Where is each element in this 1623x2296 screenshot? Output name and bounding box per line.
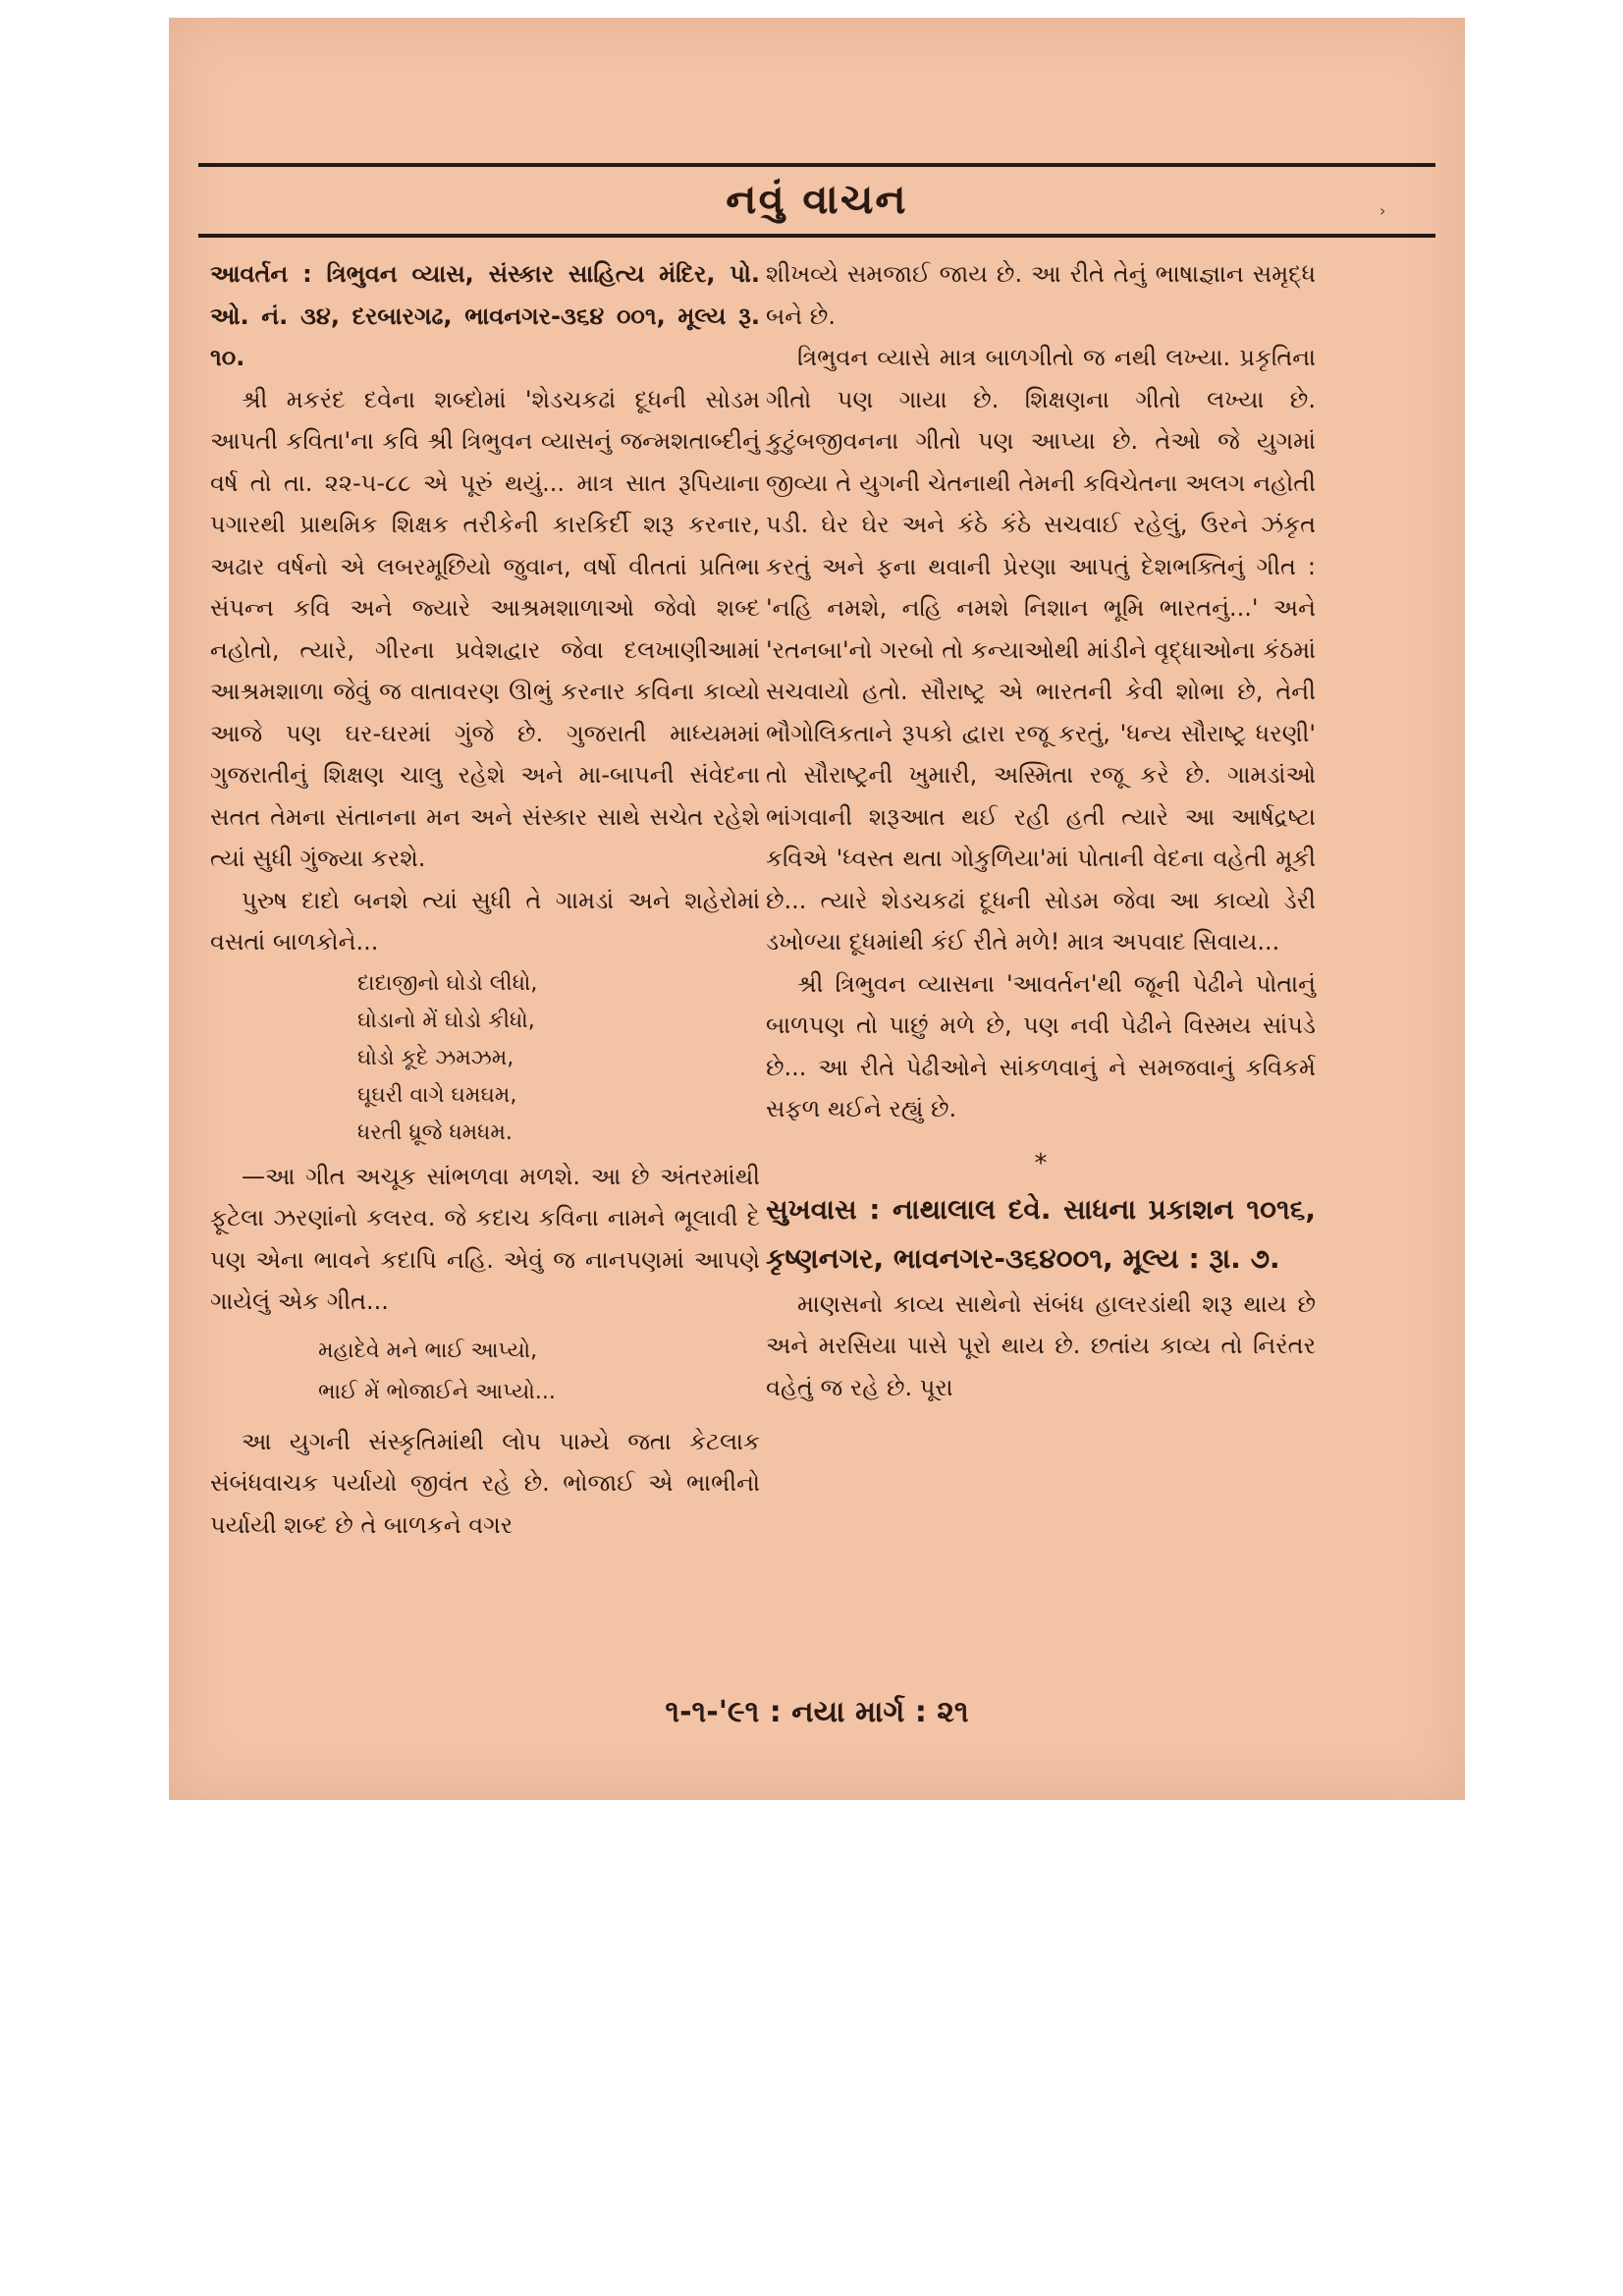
paragraph: પુરુષ દાદો બનશે ત્યાં સુધી તે ગામડાં અને શહેરોમાં વસતાં બાળકોને... (210, 886, 760, 956)
right-column (766, 253, 1316, 1408)
poem-mahadeve (210, 1331, 760, 1413)
poem-line: ઘોડો કૂદે ઝમઝમ, (357, 1045, 514, 1070)
poem-line: મહાદેવે મને ભાઈ આપ્યો, (318, 1338, 538, 1363)
paragraph: ત્રિભુવન વ્યાસે માત્ર બાળગીતો જ નથી લખ્યા. પ્રકૃતિના ગીતો પણ ગાયા છે. શિક્ષણના ગીતો લખ્યા છે. કુટુંબજીવનના ગીતો પણ આપ્યા છે. તેઓ જે યુગમાં જીવ્યા તે યુગની ચેતનાથી તેમની કવિચેતના અલગ નહોતી પડી. ઘેર ઘેર અને કંઠે કંઠે સચવાઈ રહેલું, ઉરને ઝંકૃત કરતું અને ફના થવાની પ્રેરણા આપતું દેશભક્તિનું ગીત : 'નહિ નમશે, નહિ નમશે નિશાન ભૂમિ ભારતનું...' અને 'રતનબા'નો ગરબો તો કન્યાઓથી માંડીને વૃદ્ધાઓના કંઠમાં સચવાયો હતો. સૌરાષ્ટ્ર એ ભારતની કેવી શોભા છે, તેની ભૌગોલિકતાને રૂપકો દ્વારા રજૂ કરતું, 'ધન્ય સૌરાષ્ટ્ર ધરણી' તો સૌરાષ્ટ્રની ખુમારી, અસ્મિતા રજૂ કરે છે. ગામડાંઓ ભાંગવાની શરૂઆત થઈ રહી હતી ત્યારે આ આર્ષદ્રષ્ટા કવિએ 'ધ્વસ્ત થતા ગોકુળિયા'માં પોતાની વેદના વહેતી મૂકી છે... ત્યારે શેડચકઢાં દૂધની સોડમ જેવા આ કાવ્યો ડેરી ડખોળ્યા દૂધમાંથી કંઈ રીતે મળે! માત્ર અપવાદ સિવાય... (766, 344, 1316, 956)
poem-line: ભાઈ મેં ભોજાઈને આપ્યો... (318, 1379, 556, 1404)
paragraph: શ્રી મકરંદ દવેના શબ્દોમાં 'શેડચકઢાં દૂધની સોડમ આપતી કવિતા'ના કવિ શ્રી ત્રિભુવન વ્યાસનું જન્મશતાબ્દીનું વર્ષ તો તા. ૨૨-૫-૮૮ એ પૂરું થયું... માત્ર સાત રૂપિયાના પગારથી પ્રાથમિક શિક્ષક તરીકેની કારકિર્દી શરૂ કરનાર, અઢાર વર્ષનો એ લબરમૂછિયો જુવાન, વર્ષો વીતતાં પ્રતિભા સંપન્ન કવિ અને જ્યારે આશ્રમશાળાઓ જેવો શબ્દ નહોતો, ત્યારે, ગીરના પ્રવેશદ્વાર જેવા દલખાણીઆમાં આશ્રમશાળા જેવું જ વાતાવરણ ઊભું કરનાર કવિના કાવ્યો આજે પણ ઘર-ઘરમાં ગુંજે છે. ગુજરાતી માધ્યમમાં ગુજરાતીનું શિક્ષણ ચાલુ રહેશે અને મા-બાપની સંવેદના સતત તેમના સંતાનના મન અને સંસ્કાર સાથે સચેત રહેશે ત્યાં સુધી ગુંજ્યા કરશે. (210, 385, 760, 872)
magazine-page (169, 18, 1465, 1800)
paragraph: માણસનો કાવ્ય સાથેનો સંબંધ હાલરડાંથી શરૂ થાય છે અને મરસિયા પાસે પૂરો થાય છે. છતાંય કાવ્ય તો નિરંતર વહેતું જ રહે છે. પૂરા (766, 1289, 1316, 1401)
entry-heading-aavartan: આવર્તન : ત્રિભુવન વ્યાસ, સંસ્કાર સાહિત્ય મંદિર, પો. ઓ. નં. ૩૪, દરબારગઢ, ભાવનગર-૩૬૪ ૦૦૧, મૂલ્ય રૂ. ૧૦. (210, 260, 760, 371)
left-column (210, 253, 760, 1546)
poem-dadaji (210, 965, 760, 1152)
paragraph: —આ ગીત અચૂક સાંભળવા મળશે. આ છે અંતરમાંથી ફૂટેલા ઝરણાંનો કલરવ. જે કદાચ કવિના નામને ભૂલાવી દે પણ એના ભાવને કદાપિ નહિ. એવું જ નાનપણમાં આપણે ગાયેલું એક ગીત... (210, 1162, 760, 1315)
section-separator-asterisk: * (1034, 1148, 1048, 1178)
top-rule (198, 163, 1435, 167)
poem-line: દાદાજીનો ઘોડો લીધો, (357, 970, 538, 996)
section-headline: નવું વાચન (726, 175, 908, 223)
paragraph: આ યુગની સંસ્કૃતિમાંથી લોપ પામ્યે જતા કેટલાક સંબંધવાચક પર્યાયો જીવંત રહે છે. ભોજાઈ એ ભાભીનો પર્યાયી શબ્દ છે તે બાળકને વગર (210, 1427, 760, 1539)
paragraph: શીખવ્યે સમજાઈ જાય છે. આ રીતે તેનું ભાષાજ્ઞાન સમૃદ્ધ બને છે. (766, 260, 1316, 330)
page-footer: ૧-૧-'૯૧ : નયા માર્ગ : ૨૧ (665, 1695, 969, 1729)
poem-line: ધરતી ધ્રૂજે ધમધમ. (357, 1120, 513, 1145)
headline-rule (198, 234, 1435, 238)
margin-mark: › (1380, 201, 1386, 220)
poem-line: ઘૂઘરી વાગે ઘમઘમ, (357, 1082, 517, 1108)
poem-line: ઘોડાનો મેં ઘોડો કીધો, (357, 1008, 535, 1033)
paragraph: શ્રી ત્રિભુવન વ્યાસના 'આવર્તન'થી જૂની પેઢીને પોતાનું બાળપણ તો પાછું મળે છે, પણ નવી પેઢીને વિસ્મય સાંપડે છે... આ રીતે પેઢીઓને સાંકળવાનું ને સમજવાનું કવિકર્મ સફળ થઈને રહ્યું છે. (766, 969, 1316, 1122)
entry-heading-sukhvas: સુખવાસ : નાથાલાલ દવે. સાધના પ્રકાશન ૧૦૧૬, કૃષ્ણનગર, ભાવનગર-૩૬૪૦૦૧, મૂલ્ય : રૂા. ૭. (766, 1192, 1316, 1275)
